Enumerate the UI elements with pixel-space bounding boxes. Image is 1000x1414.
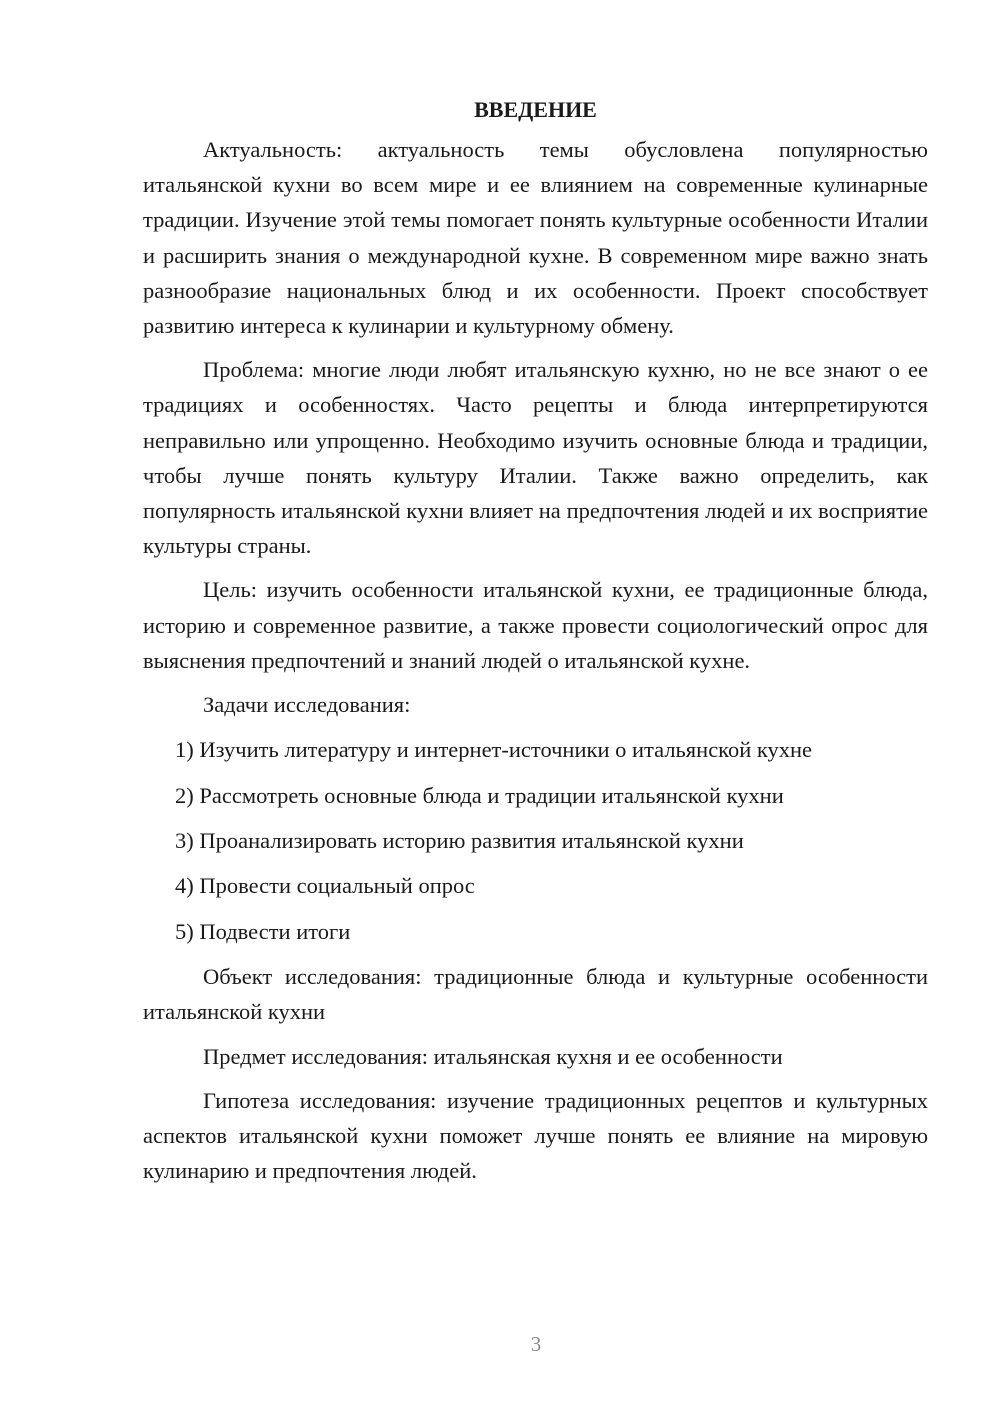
object-paragraph: Объект исследования: традиционные блюда и культурные особенности итальянской кухни (143, 964, 928, 1025)
tasks-heading: Задачи исследования: (203, 692, 411, 718)
task-item-2: 2) Рассмотреть основные блюда и традиции итальянской кухни (175, 782, 784, 808)
hypothesis-paragraph: Гипотеза исследования: изучение традиционных рецептов и культурных аспектов итальянской кухни поможет лучше понять ее влияние на мировую кулинарию и предпочтения людей. (143, 1087, 928, 1184)
document-page (143, 92, 928, 1197)
task-item-3: 3) Проанализировать историю развития итальянской кухни (175, 828, 744, 854)
goal-paragraph: Цель: изучить особенности итальянской кухни, ее традиционные блюда, историю и современное развитие, а также провести социологический опрос для выяснения предпочтений и знаний людей о итальянской кухне. (143, 577, 928, 673)
task-list (143, 732, 928, 949)
subject-paragraph: Предмет исследования: итальянская кухня и ее особенности (203, 1043, 783, 1069)
task-item-5: 5) Подвести итоги (175, 918, 351, 944)
relevance-paragraph: Актуальность: актуальность темы обусловлена популярностью итальянской кухни во всем мире и ее влиянием на современные кулинарные традиции. Изучение этой темы помогает понять культурные особенности Италии и расширить знания о международной кухне. В современном мире важно знать разнообразие национальных блюд и их особенности. Проект способствует развитию интереса к кулинарии и культурному обмену. (143, 137, 928, 339)
task-item-4: 4) Провести социальный опрос (175, 873, 475, 899)
page-number: 3 (530, 1332, 542, 1356)
problem-paragraph: Проблема: многие люди любят итальянскую кухню, но не все знают о ее традициях и особенностях. Часто рецепты и блюда интерпретируются неправильно или упрощенно. Необходимо изучить основные блюда и традиции, чтобы лучше понять культуру Италии. Также важно определить, как популярность итальянской кухни влияет на предпочтения людей и их восприятие культуры страны. (143, 357, 928, 559)
section-heading: ВВЕДЕНИЕ (474, 97, 597, 122)
task-item-1: 1) Изучить литературу и интернет-источники о итальянской кухне (175, 737, 813, 763)
